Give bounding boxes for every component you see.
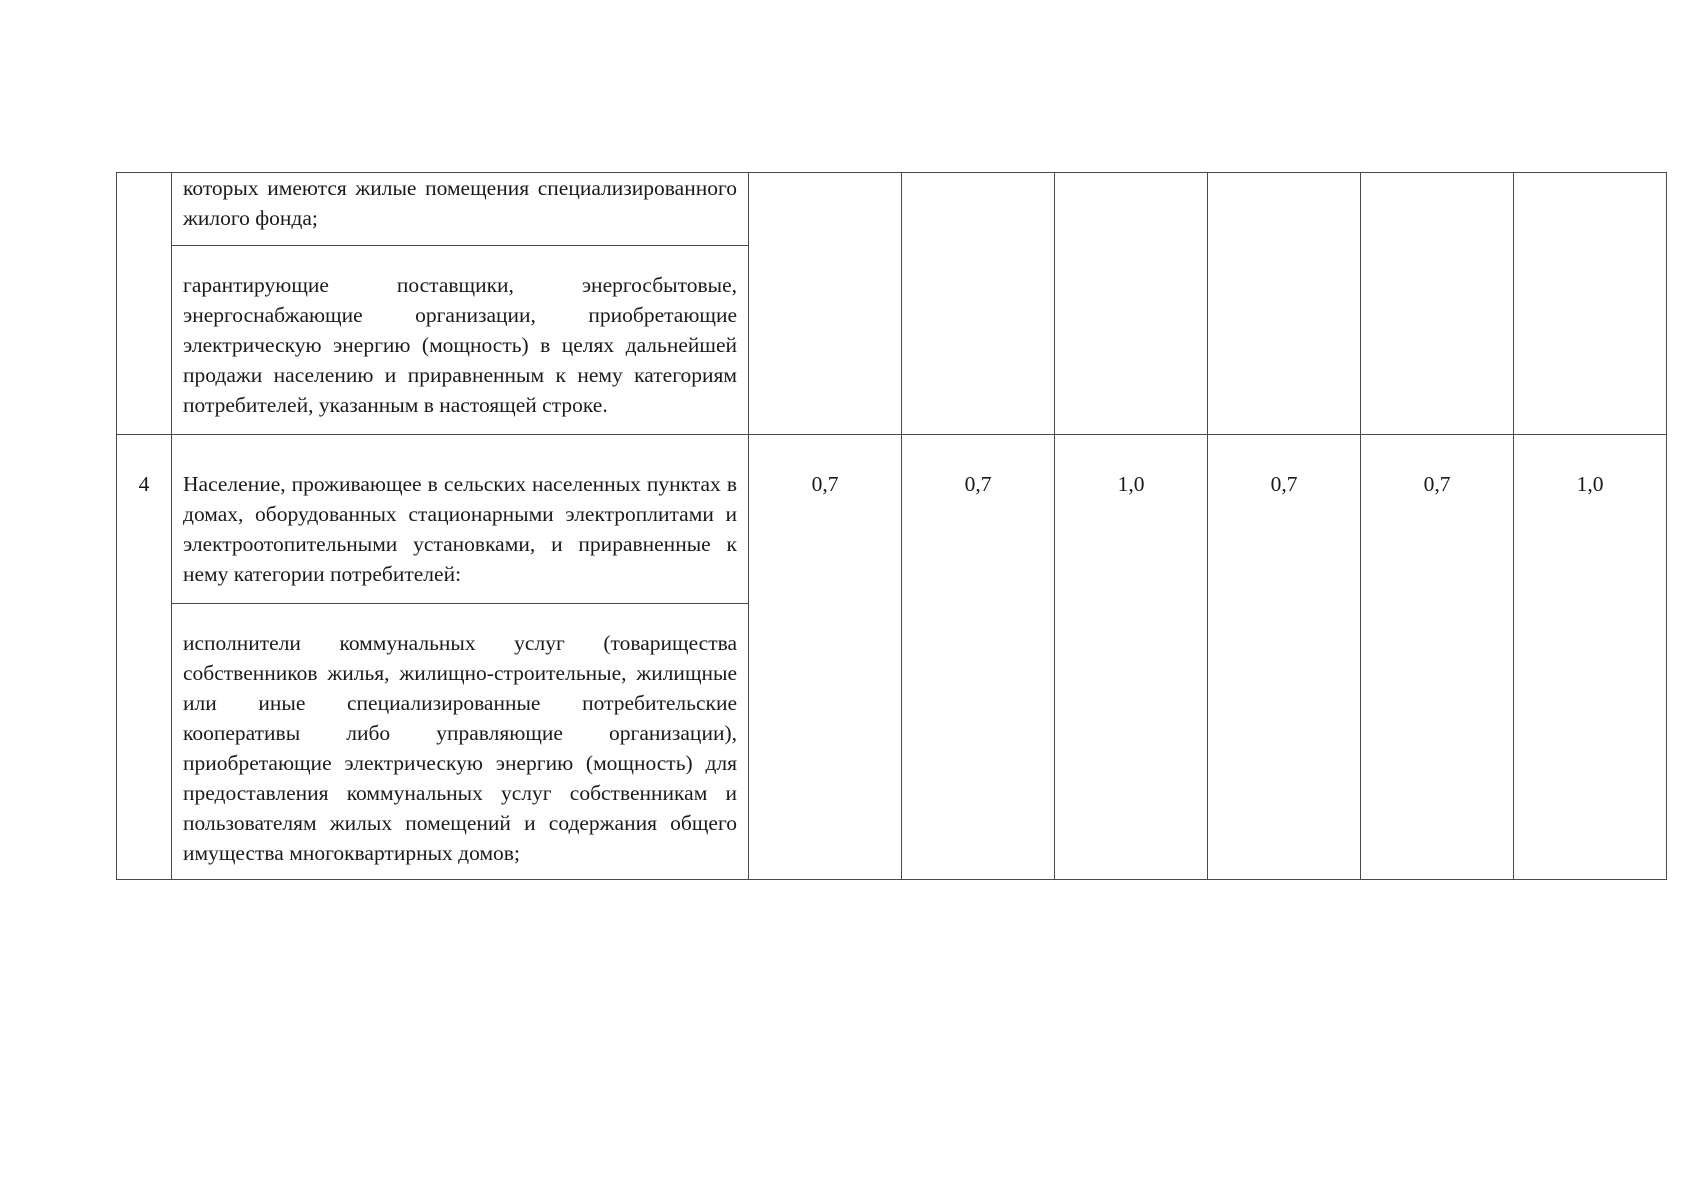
category-description-cell	[172, 246, 749, 435]
category-description-cell	[172, 173, 749, 246]
category-description-cell	[172, 604, 749, 880]
coefficient-cell: 0,7	[1361, 435, 1514, 880]
table-row	[117, 173, 1667, 246]
category-text: исполнители коммунальных услуг (товарищества собственников жилья, жилищно-строительные, жилищные или иные специализированные потребительские кооперативы либо управляющие организации), приобретающие электрическую энергию (мощность) для предоставления коммунальных услуг собственникам и пользователям жилых помещений и содержания общего имущества многоквартирных домов;	[183, 631, 737, 865]
coefficient-cell: 0,7	[749, 435, 902, 880]
coefficient-cell	[749, 173, 902, 435]
coefficient-cell	[1514, 173, 1667, 435]
category-text: которых имеются жилые помещения специализированного жилого фонда;	[183, 176, 737, 230]
coefficient-cell	[902, 173, 1055, 435]
coefficient-cell: 0,7	[902, 435, 1055, 880]
coefficient-cell: 1,0	[1055, 435, 1208, 880]
coefficient-cell	[1055, 173, 1208, 435]
tariff-coefficient-table	[116, 172, 1667, 880]
category-text: гарантирующие поставщики, энергосбытовые, энергоснабжающие организации, приобретающие электрическую энергию (мощность) в целях дальнейшей продажи населению и приравненным к нему категориям потребителей, указанным в настоящей строке.	[183, 273, 737, 417]
table-row	[117, 435, 1667, 604]
row-number-cell: 4	[117, 435, 172, 880]
coefficient-cell	[1361, 173, 1514, 435]
category-description-cell	[172, 435, 749, 604]
coefficient-cell: 1,0	[1514, 435, 1667, 880]
coefficient-cell: 0,7	[1208, 435, 1361, 880]
coefficient-cell	[1208, 173, 1361, 435]
category-text: Население, проживающее в сельских населенных пунктах в домах, оборудованных стационарными электроплитами и электроотопительными установками, и приравненные к нему категории потребителей:	[183, 472, 737, 586]
row-number-cell	[117, 173, 172, 435]
